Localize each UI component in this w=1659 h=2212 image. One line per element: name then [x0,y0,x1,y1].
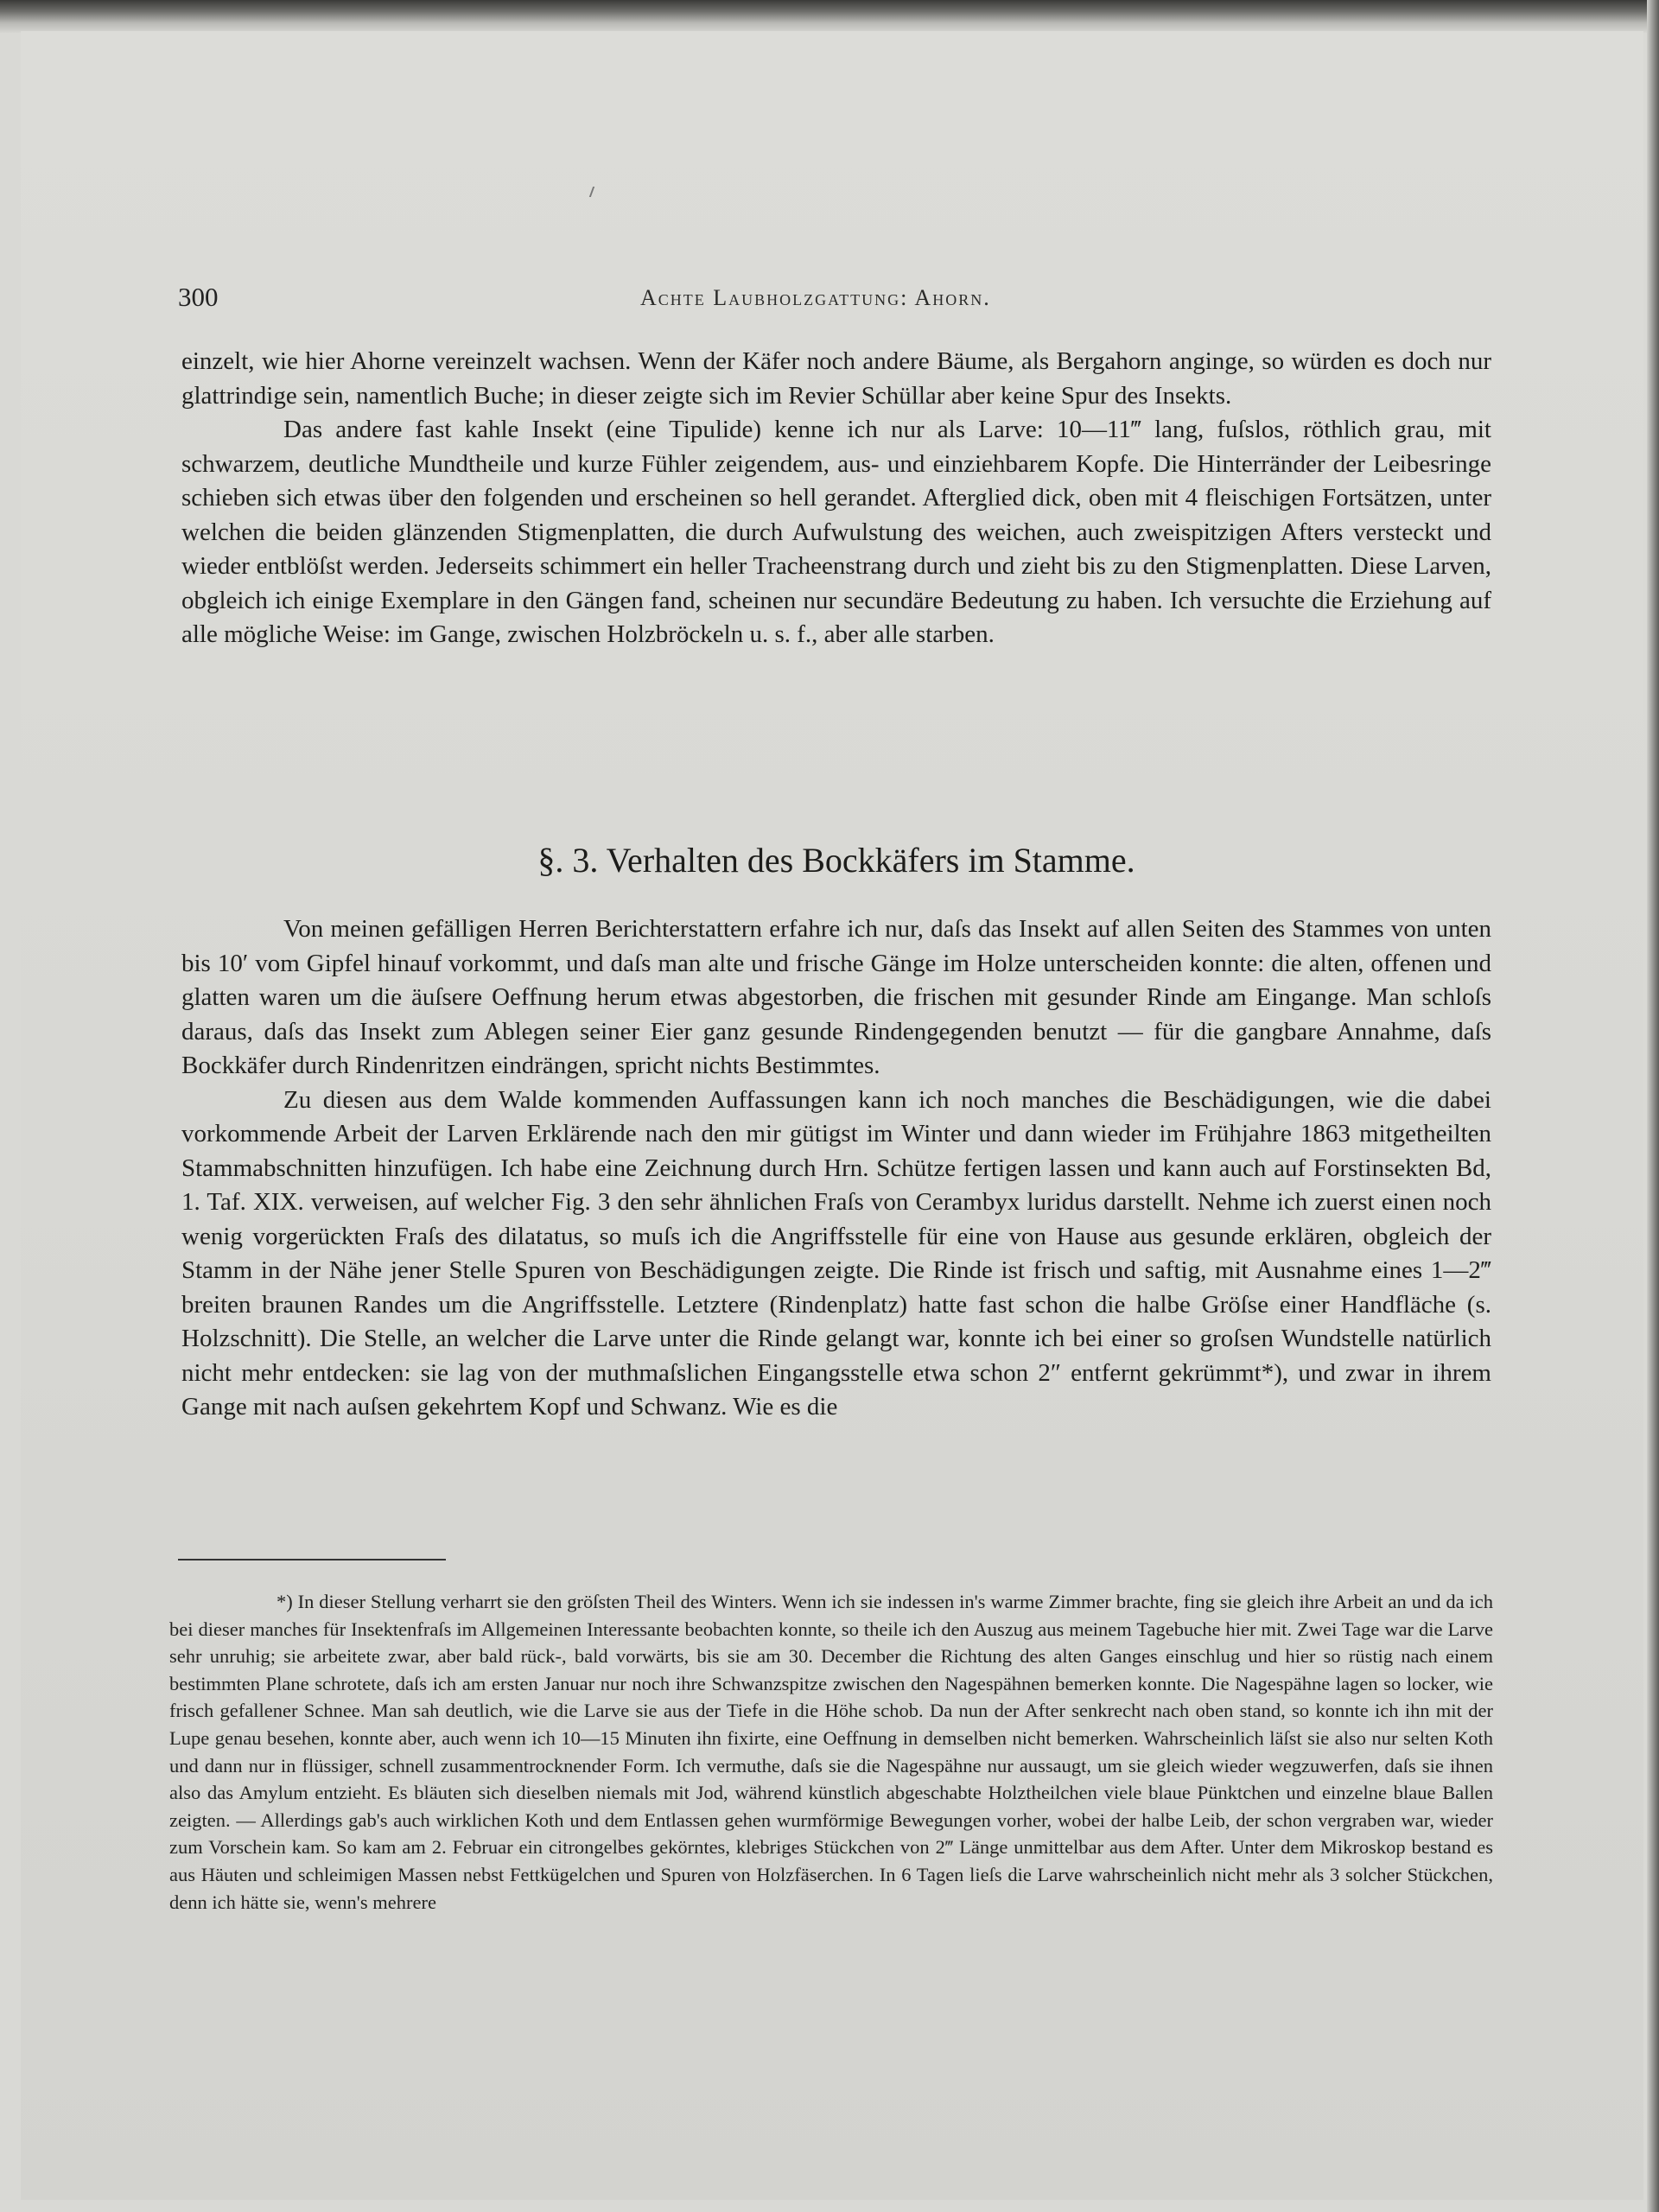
paragraph-continued: einzelt, wie hier Ahorne vereinzelt wachsen. Wenn der Käfer noch andere Bäume, als Bergahorn anginge, so würden es doch nur glattrindige sein, namentlich Buche; in dieser zeigte sich im Revier Schüllar aber keine Spur des Insekts. [181,347,1491,410]
scan-right-edge [1647,0,1659,2212]
body-text-section [181,912,1491,1425]
scan-top-edge [0,0,1659,33]
paragraph-observations: Zu diesen aus dem Walde kommenden Auffassungen kann ich noch manches die Beschädigungen, wie die dabei vorkommende Arbeit der Larven Erklärende nach den mir gütigst im Winter und dann wieder im Frühjahre 1863 mitgetheilten Stammabschnitten hinzufügen. Ich habe eine Zeichnung durch Hrn. Schütze fertigen lassen und kann auch auf Forstinsekten Bd, 1. Taf. XIX. verweisen, auf welcher Fig. 3 den sehr ähnlichen Fraſs von Cerambyx luridus darstellt. Nehme ich zuerst einen noch wenig vorgerückten Fraſs des dilatatus, so muſs ich die Angriffsstelle für eine von Hause aus gesunde erklären, obgleich der Stamm in der Nähe jener Stelle Spuren von Beschädigungen zeigte. Die Rinde ist frisch und saftig, mit Ausnahme eines 1—2‴ breiten braunen Randes um die Angriffsstelle. Letztere (Rindenplatz) hatte fast schon die halbe Gröſse einer Handfläche (s. Holzschnitt). Die Stelle, an welcher die Larve unter die Rinde gelangt war, konnte ich bei einer so groſsen Wundstelle natürlich nicht mehr entdecken: sie lag von der muthmaſslichen Eingangsstelle etwa schon 2″ entfernt gekrümmt*), und zwar in ihrem Gange mit nach auſsen gekehrtem Kopf und Schwanz. Wie es die [181,1085,1491,1421]
running-head: Achte Laubholzgattung: Ahorn. [640,285,991,310]
footnote-text: *) In dieser Stellung verharrt sie den gröſsten Theil des Winters. Wenn ich sie indessen in's warme Zimmer brachte, fing sie gleich ihre Arbeit an und da ich bei dieser manches für Insektenfraſs im Allgemeinen Interessante beobachten konnte, so theile ich den Auszug aus meinem Tagebuche hier mit. Zwei Tage war die Larve sehr unruhig; sie arbeitete zwar, aber bald rück-, bald vorwärts, bis sie am 30. December die Richtung des alten Ganges einschlug und hier so rüstig nach einem bestimmten Plane schrotete, daſs ich am ersten Januar nur noch ihre Schwanzspitze zwischen den Nagespähnen bemerken konnte. Die Nagespähne lagen so locker, wie frisch gefallener Schnee. Man sah deutlich, wie die Larve sie aus der Tiefe in die Höhe schob. Da nun der After senkrecht nach oben stand, so konnte ich ihn mit der Lupe genau besehen, konnte aber, auch wenn ich 10—15 Minuten ihn fixirte, eine Oeffnung in demselben nicht bemerken. Wahrscheinlich läſst sie also nur selten Koth und dann nur in flüssiger, schnell zusammentrocknender Form. Ich vermuthe, daſs sie die Nagespähne nur aussaugt, um sie gleich wieder wegzuwerfen, daſs sie ihnen also das Amylum entzieht. Es bläuten sich dieselben niemals mit Jod, während künstlich abgeschabte Holztheilchen viele blaue Pünktchen und einzelne blaue Ballen zeigten. — Allerdings gab's auch wirklichen Koth und dem Entlassen gehen wurmförmige Bewegungen vorher, wobei der halbe Leib, der schon vergraben war, wieder zum Vorschein kam. So kam am 2. Februar ein citrongelbes gekörntes, klebriges Stückchen von 2‴ Länge unmittelbar aus dem After. Unter dem Mikroskop bestand es aus Häuten und schleimigen Massen nebst Fettkügelchen und Spuren von Holzfäserchen. In 6 Tagen lieſs die Larve wahrscheinlich nicht mehr als 3 solcher Stückchen, denn ich hätte sie, wenn's mehrere [169,1591,1493,1913]
footnote-block [169,1588,1493,1916]
page-number: 300 [178,282,219,312]
page-header [178,282,1491,316]
section-heading: §. 3. Verhalten des Bockkäfers im Stamme. [537,841,1135,880]
footnote-divider [178,1559,446,1560]
paragraph-tipulide: Das andere fast kahle Insekt (eine Tipulide) kenne ich nur als Larve: 10—11‴ lang, fuſslos, röthlich grau, mit schwarzem, deutliche Mundtheile und kurze Fühler zeigendem, aus- und einziehbarem Kopfe. Die Hinterränder der Leibesringe schieben sich etwas über den folgenden und erscheinen so hell gerandet. Afterglied dick, oben mit 4 fleischigen Fortsätzen, unter welchen die beiden glänzenden Stigmenplatten, die durch Aufwulstung des weichen, auch zweispitzigen Afters versteckt und wieder entblöſst werden. Jederseits schimmert ein heller Tracheenstrang durch und zieht bis zu den Stigmenplatten. Diese Larven, obgleich ich einige Exemplare in den Gängen fand, scheinen nur secundäre Bedeutung zu haben. Ich versuchte die Erziehung auf alle mögliche Weise: im Gange, zwischen Holzbröckeln u. s. f., aber alle starben. [181,416,1491,648]
paragraph-reports: Von meinen gefälligen Herren Berichterstattern erfahre ich nur, daſs das Insekt auf allen Seiten des Stammes von unten bis 10′ vom Gipfel hinauf vorkommt, und daſs man alte und frische Gänge im Holze unterscheiden konnte: die alten, offenen und glatten waren um die äuſsere Oeffnung herum etwas abgestorben, die frischen mit gesunder Rinde am Eingange. Man schloſs daraus, daſs das Insekt zum Ablegen seiner Eier ganz gesunde Rindengegenden benutzt — für die gangbare Annahme, daſs Bockkäfer durch Rindenritzen eindrängen, spricht nichts Bestimmtes. [181,915,1491,1079]
body-text-top [181,345,1491,652]
